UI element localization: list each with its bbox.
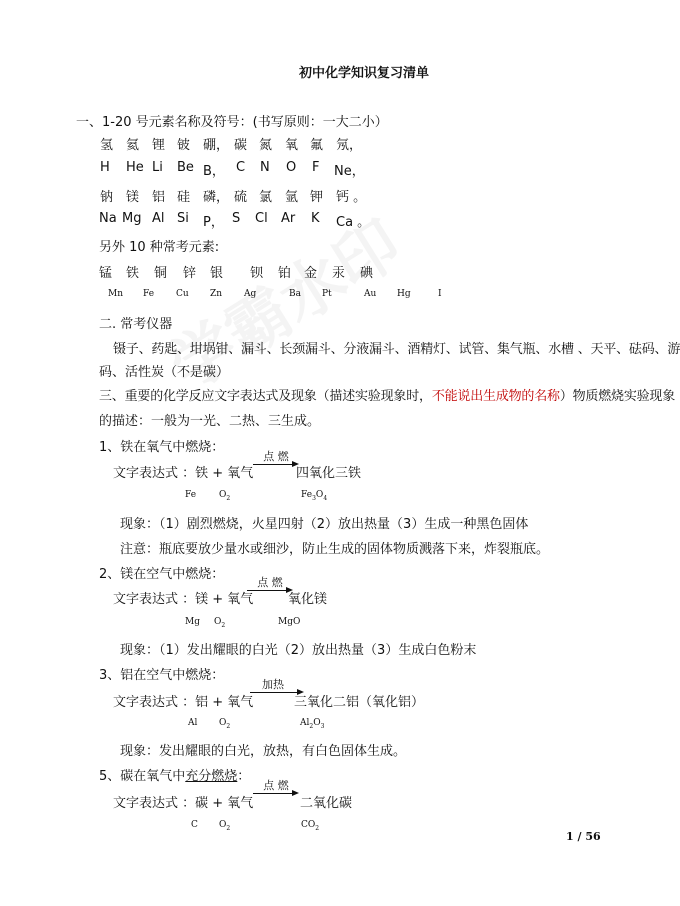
cell: 铂	[278, 266, 292, 281]
sec3-heading-warning: 不能说出生成物的名称	[431, 389, 560, 404]
sec2-heading: 二. 常考仪器	[99, 317, 173, 332]
page-title: 初中化学知识复习清单	[299, 66, 430, 81]
cell: 铜	[154, 266, 168, 281]
reaction5-arrow	[253, 781, 299, 795]
cell: 氧	[285, 138, 299, 153]
cell: Mn	[108, 289, 124, 299]
reaction3-symbol-reactant-a: Al	[188, 718, 198, 728]
cell: Fe	[143, 289, 155, 299]
cell: 汞	[332, 266, 346, 281]
cell: H	[100, 160, 110, 175]
reaction1-symbol-reactant-a: Fe	[185, 490, 197, 500]
reaction1-title: 1、铁在氧气中燃烧：	[99, 440, 225, 455]
cell: 钡	[250, 266, 264, 281]
cell: Cu	[176, 289, 189, 299]
sec2-text-line2: 码、活性炭（不是碳）	[99, 365, 230, 380]
cell: 锌	[183, 266, 197, 281]
cell: 锂	[152, 138, 166, 153]
cell: 氟	[310, 138, 324, 153]
reaction5-symbol-reactant-b: $O_2$	[219, 820, 231, 832]
cell: 氯	[259, 190, 273, 205]
cell: Hg	[397, 289, 411, 299]
reaction2-phenomenon: 现象：（1）发出耀眼的白光（2）放出热量（3）生成白色粉末	[120, 643, 477, 658]
cell: 碘	[360, 266, 374, 281]
sec1-heading: 一、1-20 号元素名称及符号：(书写原则：一大二小）	[76, 115, 388, 130]
cell: 钙 。	[336, 190, 367, 205]
cell: C	[236, 160, 246, 175]
cell: 氦	[126, 138, 140, 153]
cell: 铍	[177, 138, 191, 153]
reaction2-symbol-reactant-a: Mg	[185, 617, 200, 627]
cell: 氩	[285, 190, 299, 205]
cell: Ne，	[334, 164, 365, 179]
reaction3-product: 三氧化二铝（氧化铝）	[294, 695, 425, 710]
reaction1-phenomenon: 现象：（1）剧烈燃烧，火星四射（2）放出热量（3）生成一种黑色固体	[120, 517, 529, 532]
cell: Zn	[210, 289, 223, 299]
reaction1-expression: 文字表达式 ：铁 + 氧气	[113, 466, 254, 481]
sec2-text-line1: 镊子、药匙、坩埚钳、漏斗、长颈漏斗、分液漏斗、酒精灯、试管、集气瓶、水槽 、天平、砝码、游	[113, 342, 680, 357]
cell: Cl	[255, 211, 268, 226]
reaction3-title: 3、铝在空气中燃烧：	[99, 668, 225, 683]
cell: Au	[364, 289, 377, 299]
reaction2-title: 2、镁在空气中燃烧：	[99, 567, 225, 582]
cell: 氖，	[336, 138, 363, 153]
sec3-heading	[99, 385, 675, 404]
cell: O	[286, 160, 297, 175]
reaction3-symbol-reactant-b: $O_2$	[219, 718, 231, 730]
cell: 磷，	[203, 190, 230, 205]
cell: Ar	[281, 211, 296, 226]
reaction3-condition: 加热	[262, 678, 284, 691]
cell: Li	[152, 160, 163, 175]
reaction3-expression: 文字表达式 ：铝 + 氧气	[113, 695, 254, 710]
cell: 钾	[310, 190, 324, 205]
cell: 银	[210, 266, 224, 281]
cell: 锰	[99, 266, 113, 281]
reaction5-condition: 点 燃	[263, 779, 289, 792]
cell: Si	[177, 211, 189, 226]
cell: Pt	[322, 289, 332, 299]
sec3-text-line2: 的描述：一般为一光、二热、三生成。	[99, 414, 321, 429]
cell: 金	[304, 266, 318, 281]
cell: P，	[203, 215, 224, 230]
cell: Al	[152, 211, 165, 226]
cell: 钠	[100, 190, 114, 205]
reaction2-product: 氧化镁	[288, 592, 328, 607]
reaction1-product: 四氧化三铁	[296, 466, 362, 481]
sec3-heading-text-end: ）物质燃烧实验现象	[559, 389, 676, 404]
cell: Ca 。	[336, 215, 371, 230]
reaction2-symbol-reactant-b: $O_2$	[214, 617, 226, 629]
cell: S	[232, 211, 241, 226]
page-number: 1 / 56	[566, 830, 601, 843]
cell: 硼，	[203, 138, 230, 153]
cell: K	[311, 211, 320, 226]
cell: B，	[203, 164, 225, 179]
reaction1-note: 注意：瓶底要放少量水或细沙，防止生成的固体物质溅落下来，炸裂瓶底。	[120, 542, 550, 557]
reaction2-symbol-product: MgO	[278, 617, 301, 627]
reaction5-product: 二氧化碳	[300, 796, 353, 811]
reaction3-phenomenon: 现象：发出耀眼的白光，放热，有白色固体生成。	[120, 744, 407, 759]
reaction1-condition: 点 燃	[263, 450, 289, 463]
cell: Mg	[122, 211, 142, 226]
reaction2-arrow	[247, 578, 293, 592]
cell: Na	[99, 211, 117, 226]
cell: 铁	[126, 266, 140, 281]
cell: F	[312, 160, 320, 175]
reaction2-expression: 文字表达式 ：镁 + 氧气	[113, 592, 254, 607]
cell: Be	[177, 160, 194, 175]
extra-elements-heading: 另外 10 种常考元素:	[99, 240, 220, 255]
reaction1-symbol-reactant-b: $O_2$	[219, 490, 231, 502]
reaction5-symbol-reactant-a: C	[191, 820, 198, 830]
reaction1-symbol-product: $Fe_3O_4$	[301, 490, 328, 502]
reaction2-condition: 点 燃	[257, 576, 283, 589]
reaction5-expression: 文字表达式 ：碳 + 氧气	[113, 796, 254, 811]
cell: N	[260, 160, 270, 175]
reaction5-title: 5、碳在氧气中充分燃烧：	[99, 769, 251, 784]
cell: 氢	[100, 138, 114, 153]
cell: Ag	[244, 289, 257, 299]
cell: 硅	[177, 190, 191, 205]
cell: 铝	[152, 190, 166, 205]
reaction5-symbol-product: $CO_2$	[301, 820, 320, 832]
reaction3-symbol-product: $Al_2O_3$	[300, 718, 325, 730]
cell: He	[126, 160, 144, 175]
cell: Ba	[289, 289, 301, 299]
cell: 镁	[126, 190, 140, 205]
cell: 碳	[234, 138, 248, 153]
cell: 氮	[259, 138, 273, 153]
sec3-heading-text: 三、重要的化学反应文字表达式及现象（描述实验现象时，	[99, 389, 432, 404]
cell: I	[438, 289, 442, 299]
reaction1-arrow	[253, 452, 299, 466]
reaction5-title-emphasis: 充分燃烧	[185, 769, 238, 784]
cell: 硫	[234, 190, 248, 205]
